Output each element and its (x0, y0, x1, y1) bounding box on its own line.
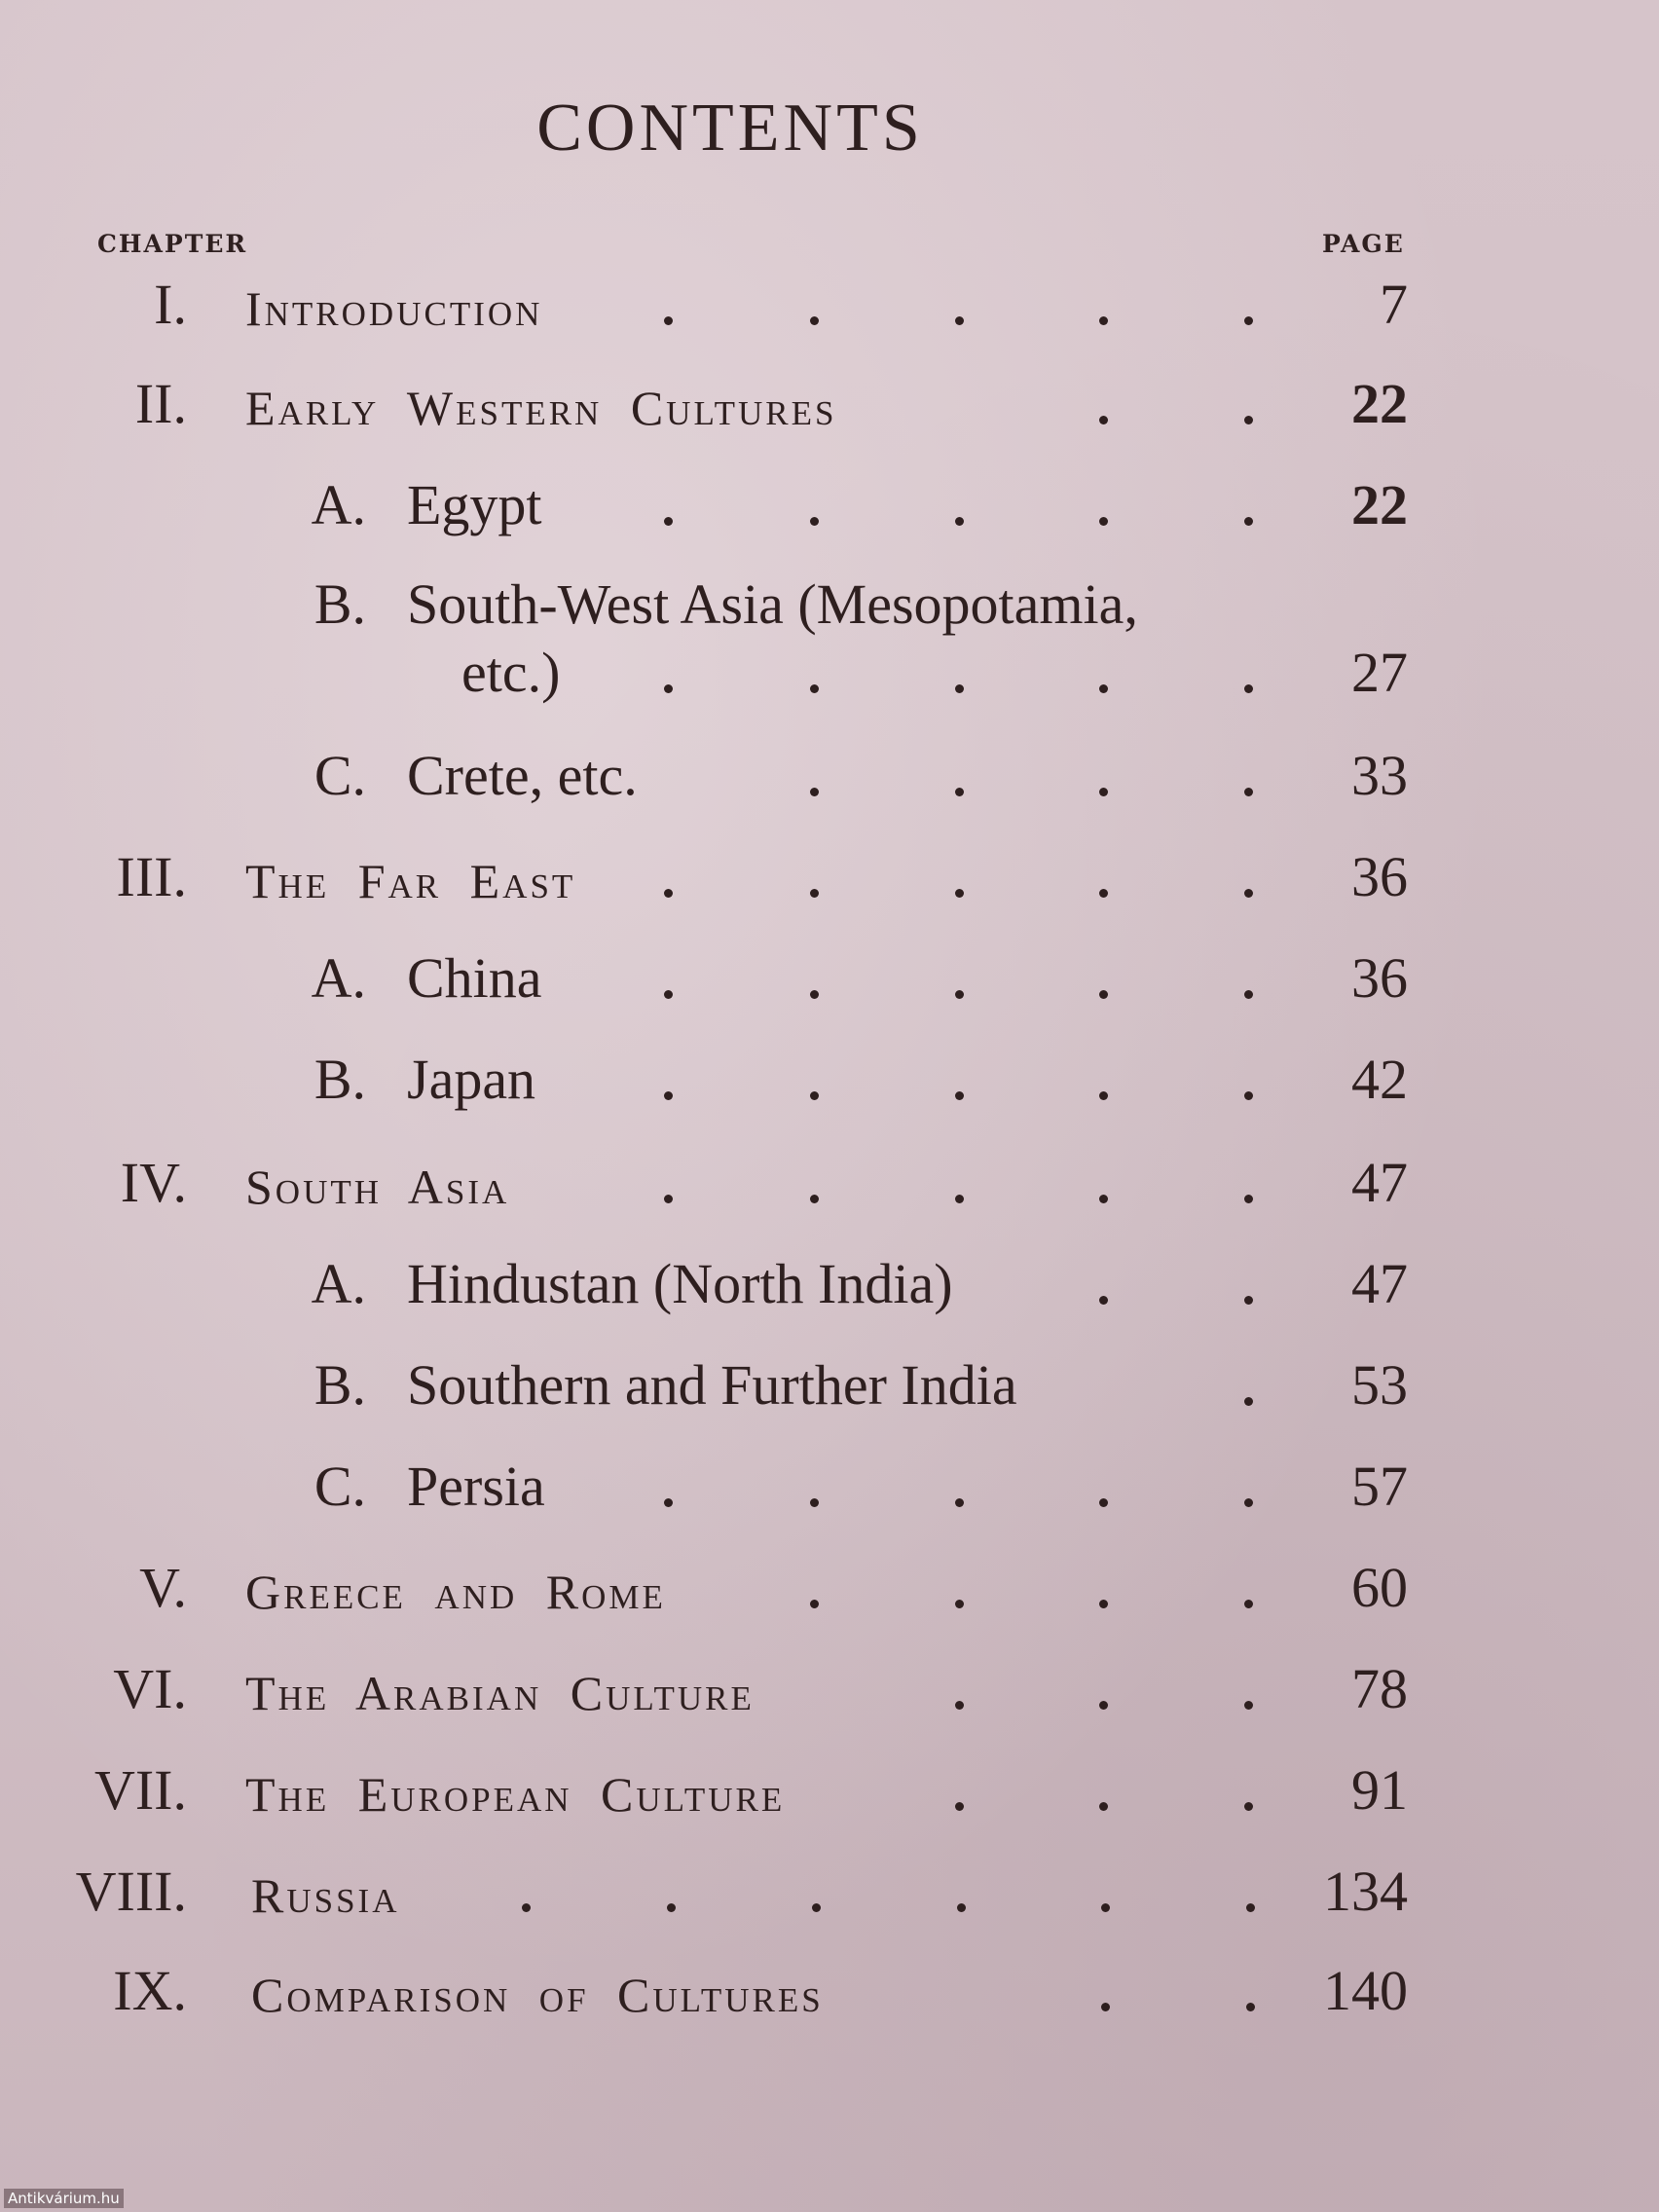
dot-leader (0, 1992, 1659, 2011)
leader-dot (957, 1903, 966, 1912)
page-number: 134 (1323, 1860, 1408, 1923)
leader-dot (1099, 1195, 1108, 1203)
section-title: Persia (407, 1455, 545, 1518)
leader-dot (810, 990, 819, 999)
leader-dot (1244, 990, 1253, 999)
section-letter: A. (311, 946, 366, 1010)
toc-entry-chapter[interactable] (0, 828, 1659, 908)
page-number: 47 (1351, 1252, 1408, 1315)
leader-dot (1099, 788, 1108, 796)
leader-dot (1246, 2003, 1255, 2011)
section-title: Hindustan (North India) (407, 1252, 953, 1315)
section-letter: B. (313, 572, 366, 636)
leader-dot (664, 517, 673, 526)
dot-leader (0, 1285, 1659, 1305)
page-column-header: PAGE (1322, 230, 1405, 258)
toc-entry-chapter[interactable] (0, 1538, 1659, 1619)
leader-dot (955, 1498, 964, 1507)
section-title: Egypt (407, 473, 542, 536)
page-number: 27 (1351, 641, 1408, 704)
page-number: 78 (1351, 1657, 1408, 1720)
chapter-title: Comparison of Cultures (251, 1968, 824, 2022)
page-number: 36 (1351, 946, 1408, 1010)
chapter-number: III. (116, 845, 187, 908)
dot-leader (0, 1791, 1659, 1811)
toc-entry-section[interactable] (0, 726, 1659, 807)
chapter-title: Introduction (245, 281, 543, 336)
leader-dot (955, 990, 964, 999)
leader-dot (955, 788, 964, 796)
leader-dot (664, 1498, 673, 1507)
dot-leader (0, 1184, 1659, 1203)
leader-dot (810, 517, 819, 526)
dot-leader (0, 1893, 1659, 1912)
leader-dot (664, 889, 673, 898)
page-number: 91 (1351, 1758, 1408, 1822)
leader-dot (1099, 1296, 1108, 1305)
chapter-number: V. (139, 1556, 187, 1619)
leader-dot (955, 1701, 964, 1710)
leader-dot (1244, 517, 1253, 526)
page-number: 22 (1351, 372, 1408, 435)
site-watermark: Antikvárium.hu (4, 2189, 124, 2208)
leader-dot (1246, 1903, 1255, 1912)
leader-dot (522, 1903, 531, 1912)
leader-dot (1244, 788, 1253, 796)
leader-dot (810, 1195, 819, 1203)
page-number: 47 (1351, 1151, 1408, 1214)
chapter-title: The Arabian Culture (245, 1666, 755, 1720)
leader-dot (810, 1600, 819, 1608)
leader-dot (1244, 684, 1253, 693)
toc-entry-section[interactable] (0, 1235, 1659, 1315)
leader-dot (664, 1195, 673, 1203)
leader-dot (1099, 316, 1108, 325)
leader-dot (664, 990, 673, 999)
leader-dot (810, 1498, 819, 1507)
chapter-column-header: CHAPTER (97, 230, 248, 258)
leader-dot (1244, 889, 1253, 898)
leader-dot (1099, 889, 1108, 898)
leader-dot (810, 316, 819, 325)
leader-dot (812, 1903, 821, 1912)
dot-leader (0, 405, 1659, 424)
chapter-title: The European Culture (245, 1767, 786, 1822)
section-title: Crete, etc. (407, 744, 638, 807)
leader-dot (955, 1195, 964, 1203)
chapter-number: VI. (113, 1657, 187, 1720)
page-number: 7 (1380, 273, 1408, 336)
leader-dot (955, 1091, 964, 1100)
leader-dot (1099, 1802, 1108, 1811)
dot-leader (0, 1690, 1659, 1710)
leader-dot (955, 1600, 964, 1608)
leader-dot (955, 517, 964, 526)
leader-dot (1244, 1701, 1253, 1710)
section-title: Japan (407, 1048, 536, 1111)
leader-dot (1099, 1701, 1108, 1710)
toc-entry-section[interactable] (0, 929, 1659, 1010)
toc-entry-section[interactable] (0, 1336, 1659, 1417)
chapter-number: IX. (113, 1959, 187, 2022)
leader-dot (1101, 1903, 1110, 1912)
page-number: 57 (1351, 1455, 1408, 1518)
dot-leader (0, 1386, 1659, 1406)
leader-dot (810, 788, 819, 796)
page-number: 42 (1351, 1048, 1408, 1111)
dot-leader (0, 674, 1659, 693)
chapter-number: VIII. (75, 1860, 187, 1923)
page-number: 60 (1351, 1556, 1408, 1619)
leader-dot (1244, 1091, 1253, 1100)
section-title: South-West Asia (Mesopotamia, (407, 572, 1138, 636)
leader-dot (1099, 416, 1108, 424)
dot-leader (0, 777, 1659, 796)
chapter-number: IV. (120, 1151, 187, 1214)
toc-entry-chapter[interactable] (0, 1741, 1659, 1822)
toc-entry-chapter[interactable] (0, 1133, 1659, 1214)
chapter-title: Russia (251, 1868, 400, 1923)
leader-dot (1101, 2003, 1110, 2011)
leader-dot (1099, 517, 1108, 526)
toc-entry-chapter[interactable] (0, 354, 1659, 435)
page-title: CONTENTS (536, 91, 924, 166)
section-title: China (407, 946, 542, 1010)
leader-dot (810, 1091, 819, 1100)
leader-dot (1244, 1296, 1253, 1305)
leader-dot (664, 316, 673, 325)
leader-dot (1244, 1600, 1253, 1608)
chapter-number: VII. (93, 1758, 187, 1822)
dot-leader (0, 1589, 1659, 1608)
section-letter: B. (313, 1048, 366, 1111)
leader-dot (1099, 1498, 1108, 1507)
dot-leader (0, 1488, 1659, 1507)
section-title-continued: etc.) (461, 641, 561, 704)
dot-leader (0, 878, 1659, 898)
dot-leader (0, 306, 1659, 325)
leader-dot (664, 1091, 673, 1100)
chapter-number: II. (134, 372, 187, 435)
page-number: 36 (1351, 845, 1408, 908)
leader-dot (1244, 1195, 1253, 1203)
dot-leader (0, 979, 1659, 999)
toc-entry-chapter[interactable] (0, 1640, 1659, 1720)
toc-entry-section[interactable] (0, 572, 1659, 704)
leader-dot (1244, 316, 1253, 325)
leader-dot (1099, 990, 1108, 999)
leader-dot (955, 1802, 964, 1811)
section-letter: C. (313, 744, 366, 807)
toc-entry-section[interactable] (0, 1437, 1659, 1518)
toc-entry-chapter[interactable] (0, 255, 1659, 336)
leader-dot (1244, 1397, 1253, 1406)
page-number: 53 (1351, 1353, 1408, 1417)
leader-dot (810, 684, 819, 693)
leader-dot (955, 889, 964, 898)
leader-dot (1244, 416, 1253, 424)
leader-dot (1099, 1600, 1108, 1608)
chapter-title: South Asia (245, 1160, 510, 1214)
leader-dot (1099, 1091, 1108, 1100)
section-letter: A. (311, 473, 366, 536)
leader-dot (955, 316, 964, 325)
toc-entry-section[interactable] (0, 1030, 1659, 1111)
section-title: Southern and Further India (407, 1353, 1017, 1417)
chapter-title: The Far East (245, 854, 576, 908)
chapter-title: Greece and Rome (245, 1565, 666, 1619)
page-number: 22 (1351, 473, 1408, 536)
chapter-number: I. (154, 273, 187, 336)
toc-entry-section[interactable] (0, 456, 1659, 534)
leader-dot (1244, 1802, 1253, 1811)
section-letter: B. (313, 1353, 366, 1417)
leader-dot (955, 684, 964, 693)
dot-leader (0, 506, 1659, 526)
chapter-title: Early Western Cultures (245, 381, 837, 435)
section-letter: A. (311, 1252, 366, 1315)
leader-dot (1099, 684, 1108, 693)
page-number: 33 (1351, 744, 1408, 807)
dot-leader (0, 1081, 1659, 1100)
leader-dot (1244, 1498, 1253, 1507)
leader-dot (664, 684, 673, 693)
page-number: 140 (1323, 1959, 1408, 2022)
section-letter: C. (313, 1455, 366, 1518)
leader-dot (667, 1903, 676, 1912)
leader-dot (810, 889, 819, 898)
toc-entry-chapter[interactable] (0, 1941, 1659, 2022)
toc-entry-chapter[interactable] (0, 1842, 1659, 1923)
